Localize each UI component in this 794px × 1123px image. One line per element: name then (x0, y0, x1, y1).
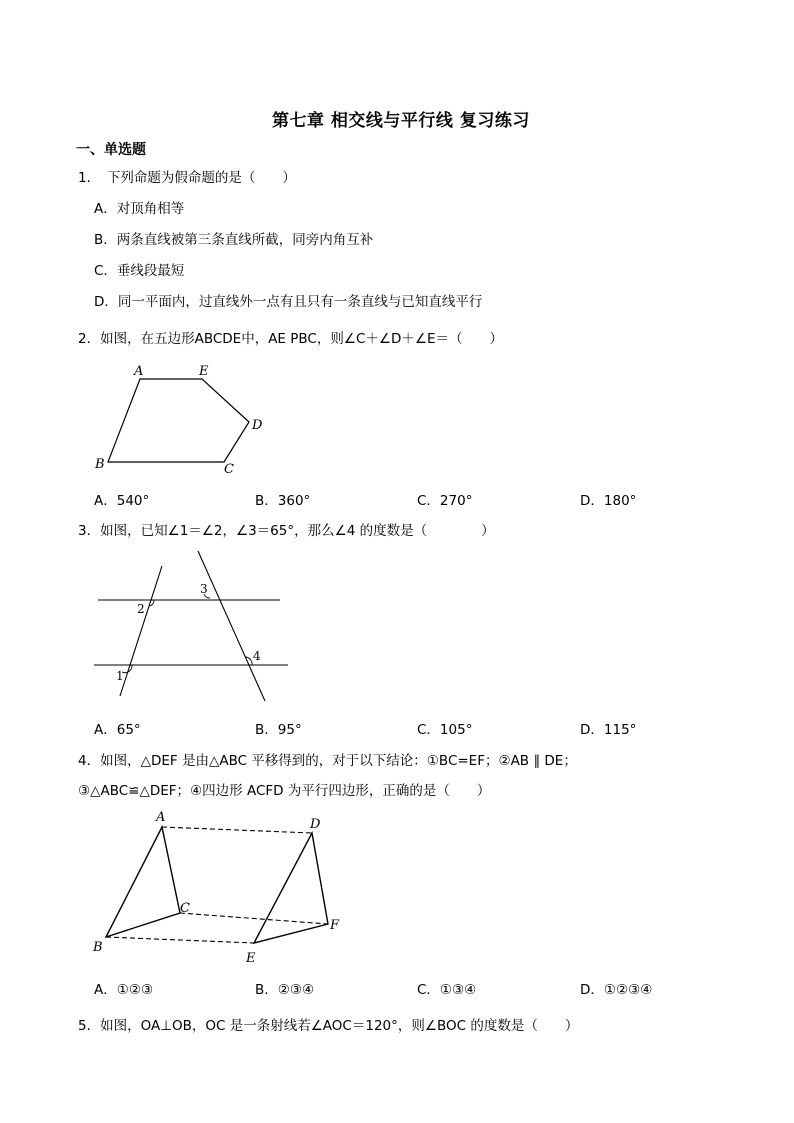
q4-translation-figure (88, 805, 358, 970)
q3-label-1: 1 (116, 669, 124, 683)
q2-label-a: A (134, 364, 144, 379)
q4-stem-line2: ③△ABC≌△DEF；④四边形 ACFD 为平行四边形，正确的是（ ） (78, 783, 491, 799)
q4-label-c: C (180, 901, 190, 916)
q2-pentagon-figure (90, 360, 280, 480)
q4-option-b[interactable]: B．②③④ (255, 982, 315, 998)
left-transversal (120, 566, 162, 696)
right-transversal (198, 551, 265, 701)
section-heading: 一、单选题 (76, 142, 146, 158)
q4-option-a[interactable]: A．①②③ (94, 982, 154, 998)
q2-label-e: E (199, 364, 209, 379)
q4-stem-line1: 4．如图，△DEF 是由△ABC 平移得到的，对于以下结论：①BC=EF；②AB ∥ DE； (78, 753, 577, 769)
q3-option-b[interactable]: B．95° (255, 722, 302, 738)
q1-option-d[interactable]: D．同一平面内，过直线外一点有且只有一条直线与已知直线平行 (94, 294, 483, 310)
q2-option-b[interactable]: B．360° (255, 493, 311, 509)
q2-stem: 2．如图，在五边形ABCDE中，AE PBC，则∠C＋∠D＋∠E＝（ ） (78, 331, 504, 347)
q4-label-a: A (156, 810, 166, 825)
q3-parallel-lines-figure (90, 546, 290, 706)
q3-option-d[interactable]: D．115° (580, 722, 637, 738)
q1-stem: 1． 下列命题为假命题的是（ ） (78, 170, 296, 186)
segment-be (106, 937, 254, 943)
triangle-abc (106, 827, 180, 937)
segment-cf (180, 913, 328, 924)
q4-option-d[interactable]: D．①②③④ (580, 982, 653, 998)
q4-label-e: E (246, 951, 256, 966)
q3-option-a[interactable]: A．65° (94, 722, 141, 738)
q3-label-2: 2 (137, 602, 145, 616)
q1-option-b[interactable]: B．两条直线被第三条直线所截，同旁内角互补 (94, 232, 374, 248)
q3-option-c[interactable]: C．105° (417, 722, 473, 738)
q2-option-d[interactable]: D．180° (580, 493, 637, 509)
pentagon-shape (108, 379, 249, 462)
q2-option-a[interactable]: A．540° (94, 493, 150, 509)
q1-option-c[interactable]: C．垂线段最短 (94, 263, 185, 279)
q2-label-c: C (224, 462, 234, 477)
q3-stem: 3．如图，已知∠1＝∠2，∠3＝65°，那么∠4 的度数是（ ） (78, 523, 495, 539)
segment-ad (162, 827, 312, 833)
q2-option-c[interactable]: C．270° (417, 493, 473, 509)
q4-label-f: F (330, 918, 340, 933)
q1-option-a[interactable]: A．对顶角相等 (94, 201, 185, 217)
q5-stem: 5．如图，OA⊥OB，OC 是一条射线若∠AOC＝120°，则∠BOC 的度数是（ ） (78, 1018, 579, 1034)
page-title: 第七章 相交线与平行线 复习练习 (272, 111, 530, 131)
q4-label-d: D (310, 817, 321, 832)
triangle-def (254, 833, 328, 943)
q3-label-3: 3 (200, 582, 208, 596)
q2-label-d: D (252, 418, 263, 433)
q4-label-b: B (93, 940, 103, 955)
q2-label-b: B (95, 457, 105, 472)
q3-label-4: 4 (253, 649, 261, 663)
q4-option-c[interactable]: C．①③④ (417, 982, 477, 998)
